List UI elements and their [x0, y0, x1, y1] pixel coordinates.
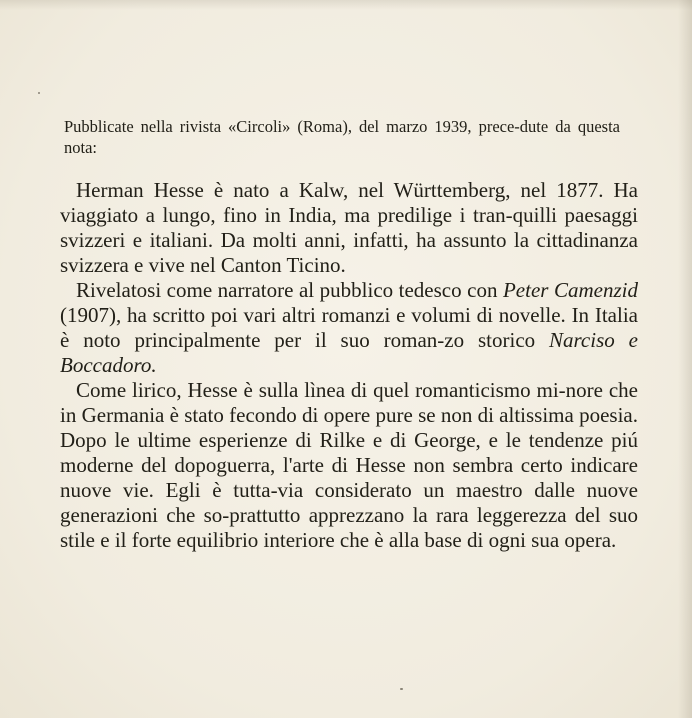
text-segment: (1907), ha scritto poi vari altri romanzi e volumi di novelle. In Italia è noto principalmente per il suo roman-zo storico [60, 303, 638, 352]
intro-note: Pubblicate nella rivista «Circoli» (Roma), del marzo 1939, prece-dute da questa nota: [64, 117, 620, 157]
paragraph-3 [60, 378, 638, 553]
text-segment: Herman Hesse è nato a Kalw, nel Württemberg, nel 1877. Ha viaggiato a lungo, fino in India, ma predilige i tran-quilli paesaggi svizzeri e italiani. Da molti anni, infatti, ha assunto la cittadinanza svizzera e vive nel Canton Ticino. [60, 178, 638, 277]
main-text [60, 178, 638, 553]
paper-speck [38, 92, 40, 94]
paper-speck [400, 688, 403, 690]
page-top-shadow [0, 0, 692, 10]
text-segment: Come lirico, Hesse è sulla lìnea di quel romanticismo mi-nore che in Germania è stato fecondo di opere pure se non di altissima poesia. Dopo le ultime esperienze di Rilke e di George, e le tendenze piú moderne del dopoguerra, l'arte di Hesse non sembra certo indicare nuove vie. Egli è tutta-via considerato un maestro dalle nuove generazioni che so-prattutto apprezzano la rara leggerezza del suo stile e il forte equilibrio interiore che è alla base di ogni sua opera. [60, 378, 638, 552]
italic-title: Peter Camenzid [502, 278, 638, 302]
paragraph-2 [60, 278, 638, 378]
text-segment: Rivelatosi come narratore al pubblico tedesco con [76, 278, 503, 302]
italic-title: Narciso e Boccadoro. [60, 328, 638, 377]
page-edge-shadow [678, 0, 692, 718]
paragraph-1 [60, 178, 638, 278]
